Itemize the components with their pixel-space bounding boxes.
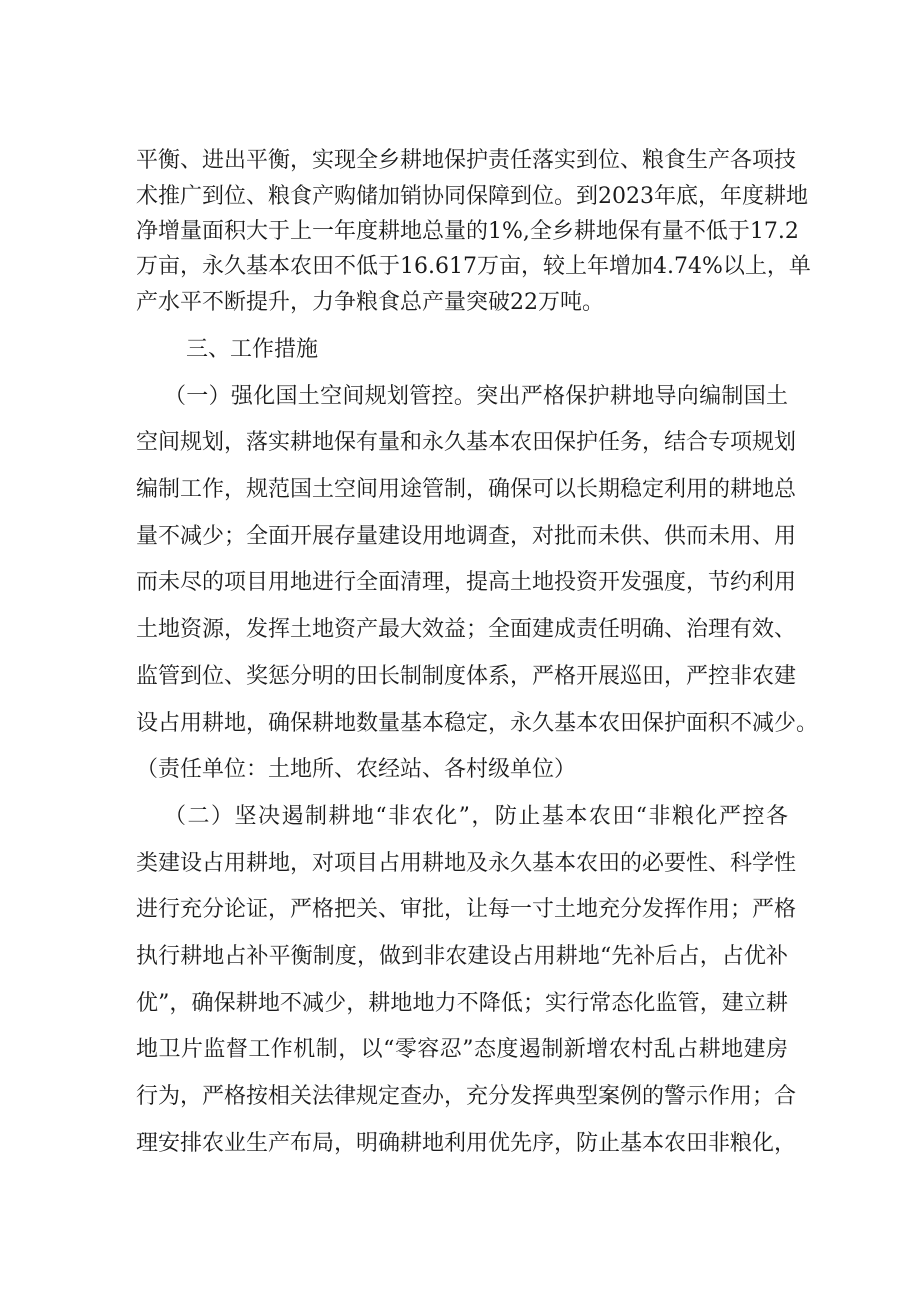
intro-line-4: 万亩，永久基本农田不低于16.617万亩，较上年增加4.74%以上，单 [136,254,811,279]
measure-1-line-4: 量不减少；全面开展存量建设用地调查，对批而未供、供而未用、用 [136,524,797,549]
measure-2-line-2: 类建设占用耕地，对项目占用耕地及永久基本农田的必要性、科学性 [136,851,797,876]
measure-1-line-9: （责任单位：土地所、农经站、各村级单位） [136,757,577,782]
measure-2-line-7: 行为，严格按相关法律规定查办，充分发挥典型案例的警示作用；合 [136,1084,797,1109]
measure-1-line-3: 编制工作，规范国土空间用途管制，确保可以长期稳定利用的耕地总 [136,477,797,502]
measure-1-line-1: （一）强化国土空间规划管控。突出严格保护耕地导向编制国土 [164,384,788,409]
measure-2-line-3: 进行充分论证，严格把关、审批，让每一寸土地充分发挥作用；严格 [136,897,797,922]
measure-1-line-2: 空间规划，落实耕地保有量和永久基本农田保护任务，结合专项规划 [136,430,797,455]
intro-line-3: 净增量面积大于上一年度耕地总量的1%,全乡耕地保有量不低于17.2 [136,219,799,244]
intro-line-1: 平衡、进出平衡，实现全乡耕地保护责任落实到位、粮食生产各项技 [136,148,797,173]
measure-2-line-4: 执行耕地占补平衡制度，做到非农建设占用耕地“先补后占，占优补 [136,944,788,969]
intro-line-2: 术推广到位、粮食产购储加销协同保障到位。到2023年底，年度耕地 [136,184,808,209]
section-heading: 三、工作措施 [186,337,319,362]
measure-2-line-8: 理安排农业生产布局，明确耕地利用优先序，防止基本农田非粮化， [136,1131,797,1156]
measure-1-line-5: 而未尽的项目用地进行全面清理，提高土地投资开发强度，节约利用 [136,570,797,595]
measure-2-line-6: 地卫片监督工作机制，以“零容忍”态度遏制新增农村乱占耕地建房 [136,1037,788,1062]
measure-2-line-5: 优”，确保耕地不减少，耕地地力不降低；实行常态化监管，建立耕 [136,991,788,1016]
measure-1-line-6: 土地资源，发挥土地资产最大效益；全面建成责任明确、治理有效、 [136,617,797,642]
intro-line-5: 产水平不断提升，力争粮食总产量突破22万吨。 [136,290,604,315]
measure-2-line-1: （二）坚决遏制耕地“非农化”，防止基本农田“非粮化严控各 [164,804,788,829]
measure-1-line-7: 监管到位、奖惩分明的田长制制度体系，严格开展巡田，严控非农建 [136,664,797,689]
measure-1-line-8: 设占用耕地，确保耕地数量基本稳定，永久基本农田保护面积不减少。 [136,711,819,736]
